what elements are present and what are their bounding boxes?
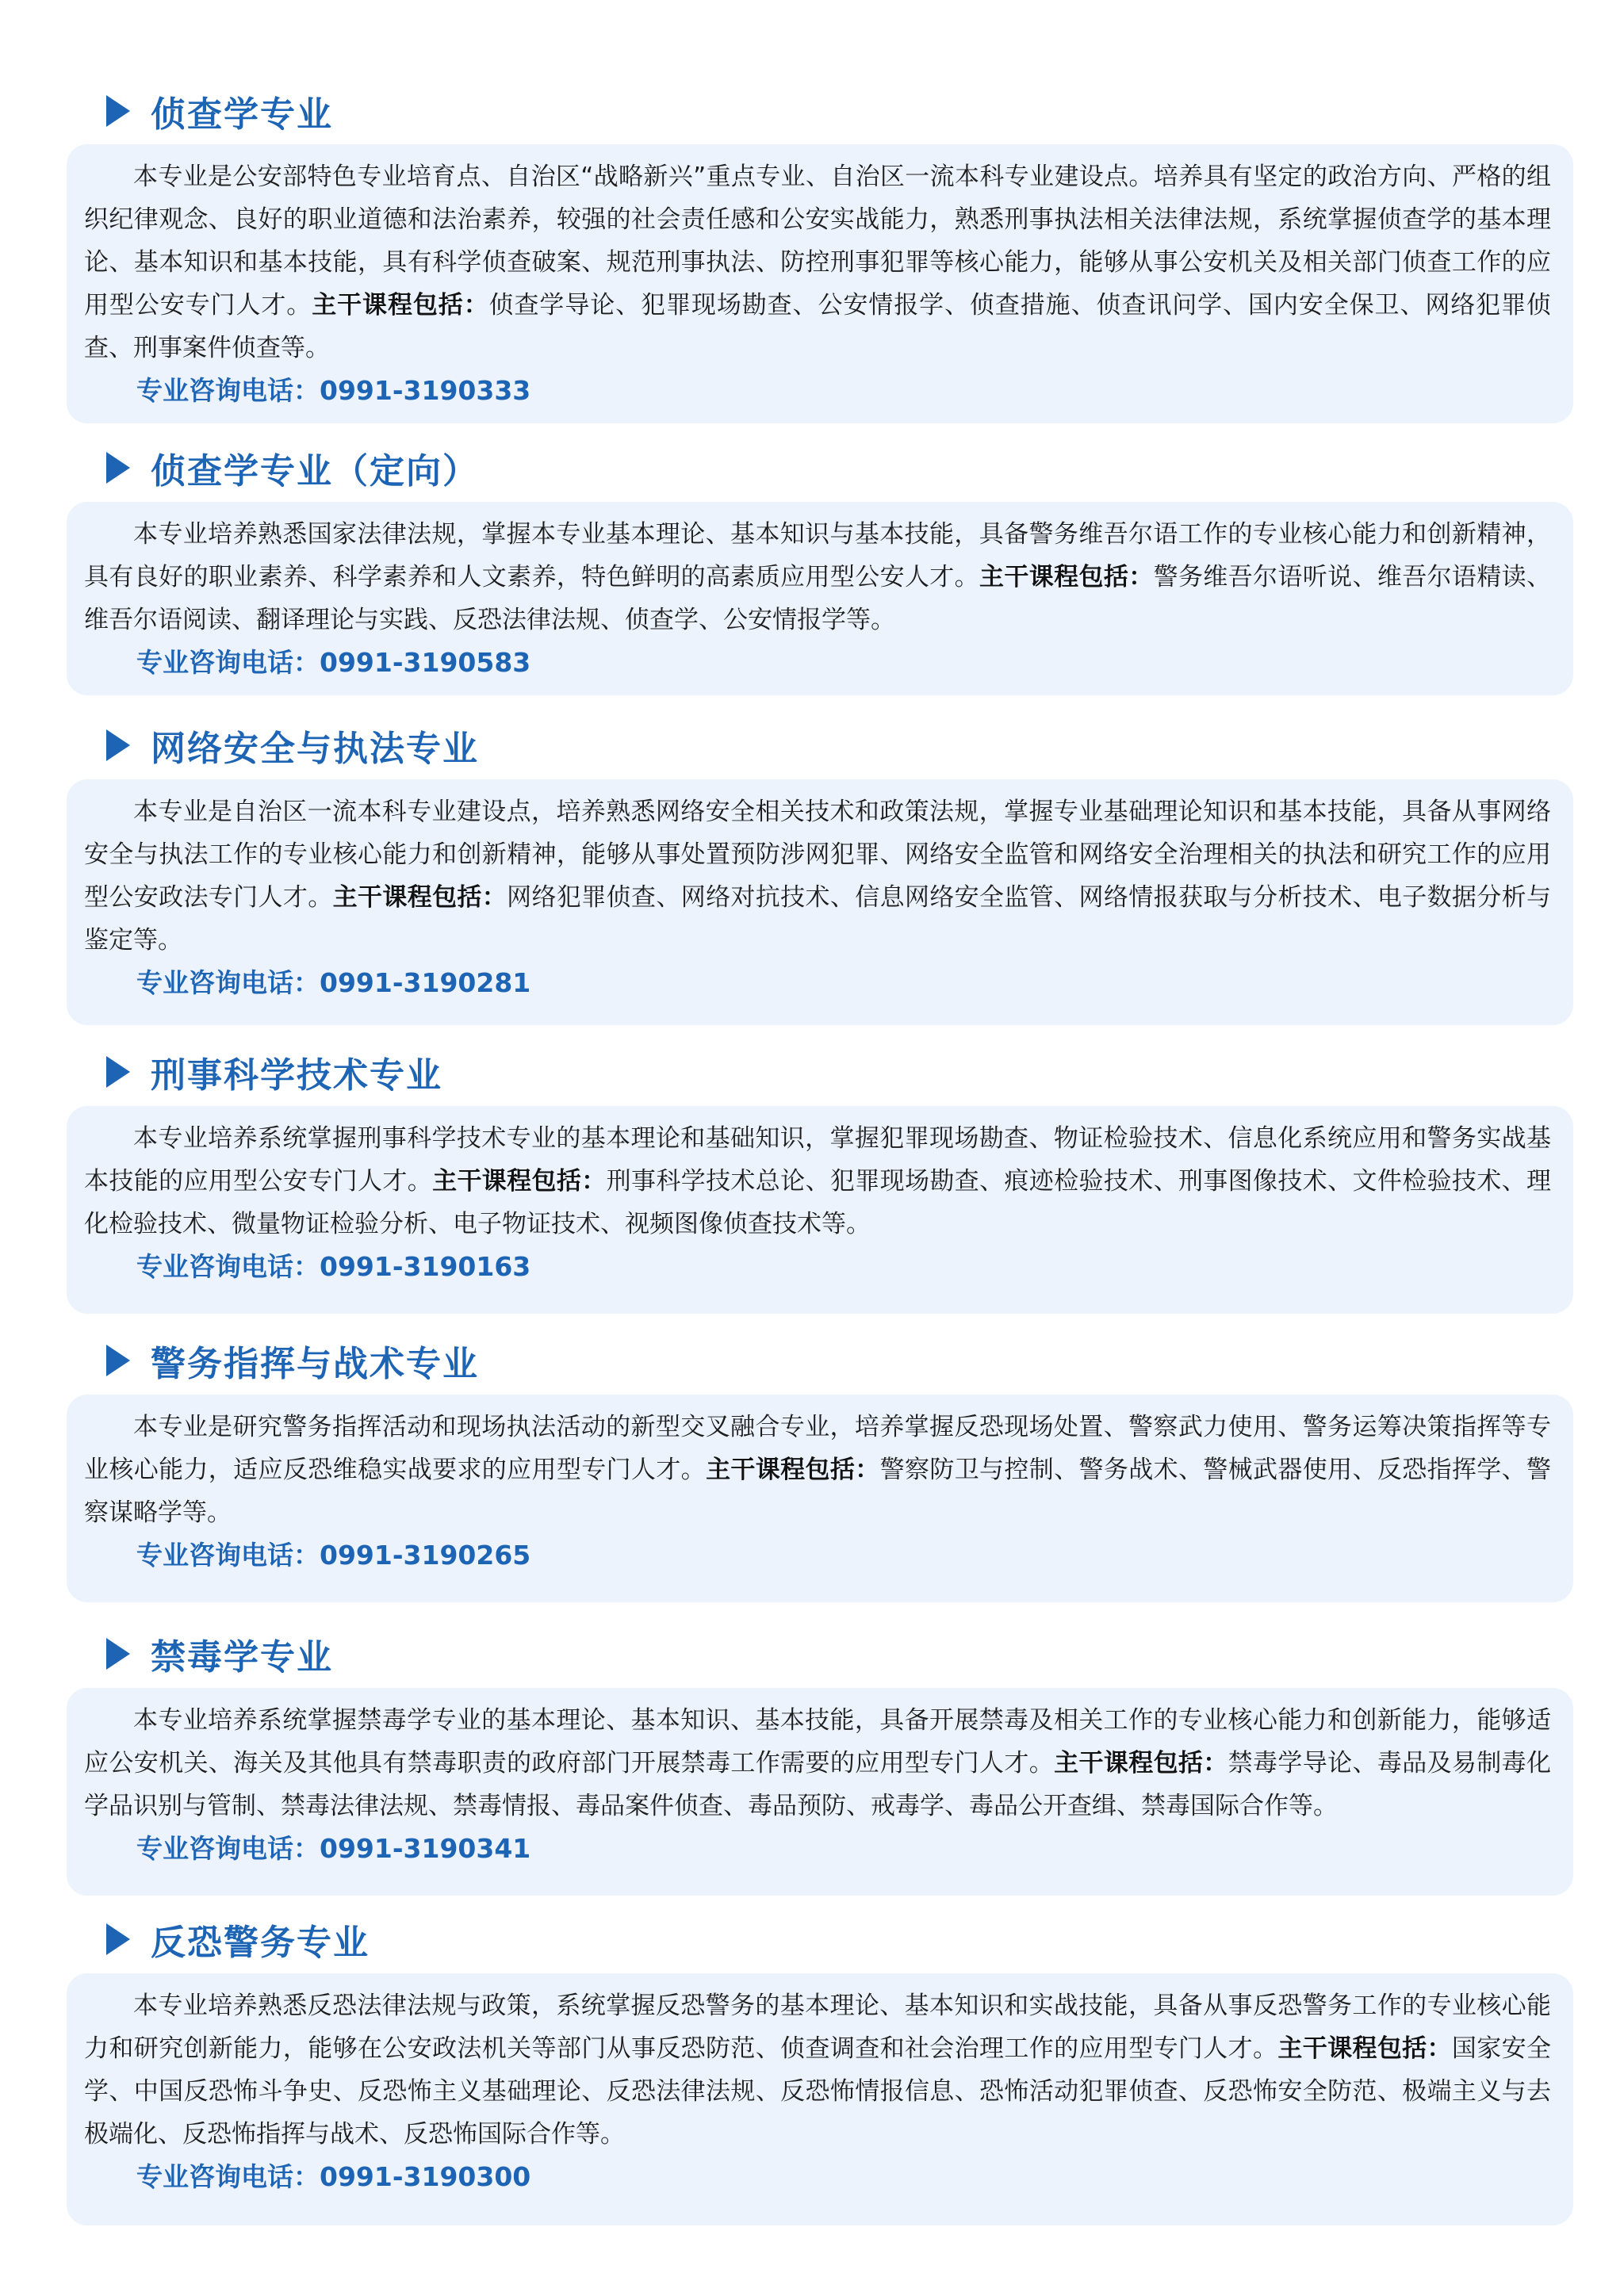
section-card [67, 1688, 1573, 1896]
triangle-bullet-icon [106, 452, 130, 484]
section-description [84, 1984, 1551, 2156]
triangle-bullet-icon [106, 1056, 130, 1088]
section-heading [106, 1915, 370, 1963]
courses-text: 警察防卫与控制、警务战术、警械武器使用、反恐指挥学、警察谋略学等。 [84, 1456, 1552, 1527]
section-card [67, 779, 1573, 1025]
section-title: 网络安全与执法专业 [151, 729, 479, 769]
triangle-bullet-icon [106, 729, 130, 761]
consult-phone [84, 1827, 1551, 1870]
consult-phone [84, 641, 1551, 684]
section-card [67, 1106, 1573, 1314]
section-title: 禁毒学专业 [151, 1637, 333, 1678]
section-title: 警务指挥与战术专业 [151, 1344, 479, 1384]
consult-phone [84, 962, 1551, 1004]
section-card [67, 1973, 1573, 2225]
phone-number: 0991-3190163 [320, 1251, 531, 1282]
section-title: 反恐警务专业 [151, 1923, 370, 1963]
phone-label: 专业咨询电话： [136, 375, 320, 406]
phone-label: 专业咨询电话： [136, 967, 320, 998]
phone-label: 专业咨询电话： [136, 2161, 320, 2192]
section-description [84, 513, 1551, 641]
courses-label: 主干课程包括： [1277, 2034, 1452, 2063]
description-text: 本专业是公安部特色专业培育点、自治区“战略新兴”重点专业、自治区一流本科专业建设点。培养具有坚定的政治方向、严格的组织纪律观念、良好的职业道德和法治素养，较强的社会责任感和公安实战能力，熟悉刑事执法相关法律法规，系统掌握侦查学的基本理论、基本知识和基本技能，具有科学侦查破案、规范刑事执法、防控刑事犯罪等核心能力，能够从事公安机关及相关部门侦查工作的应用型公安专门人才。 [84, 163, 1551, 320]
section-heading [106, 1337, 479, 1384]
phone-number: 0991-3190583 [320, 647, 531, 678]
consult-phone [84, 1246, 1551, 1288]
phone-number: 0991-3190300 [320, 2161, 531, 2192]
section-title: 侦查学专业 [151, 94, 333, 135]
triangle-bullet-icon [106, 1638, 130, 1670]
courses-label: 主干课程包括： [432, 1167, 607, 1196]
phone-number: 0991-3190333 [320, 375, 531, 406]
section-description [84, 155, 1551, 369]
courses-label: 主干课程包括： [1054, 1749, 1228, 1777]
section-description [84, 1699, 1551, 1827]
phone-number: 0991-3190281 [320, 967, 531, 998]
phone-number: 0991-3190265 [320, 1540, 531, 1571]
courses-label: 主干课程包括： [332, 883, 508, 912]
section-heading [106, 1048, 442, 1096]
description-text: 本专业培养系统掌握禁毒学专业的基本理论、基本知识、基本技能，具备开展禁毒及相关工作的专业核心能力和创新能力，能够适应公安机关、海关及其他具有禁毒职责的政府部门开展禁毒工作需要的应用型专门人才。 [84, 1706, 1551, 1777]
description-text: 本专业培养熟悉反恐法律法规与政策，系统掌握反恐警务的基本理论、基本知识和实战技能，具备从事反恐警务工作的专业核心能力和研究创新能力，能够在公安政法机关等部门从事反恐防范、侦查调查和社会治理工作的应用型专门人才。 [84, 1992, 1551, 2063]
description-text: 本专业培养熟悉国家法律法规，掌握本专业基本理论、基本知识与基本技能，具备警务维吾尔语工作的专业核心能力和创新精神，具有良好的职业素养、科学素养和人文素养，特色鲜明的高素质应用型公安人才。 [84, 520, 1551, 591]
section-heading [106, 444, 479, 492]
triangle-bullet-icon [106, 95, 130, 127]
phone-label: 专业咨询电话： [136, 1833, 320, 1864]
courses-text: 网络犯罪侦查、网络对抗技术、信息网络安全监管、网络情报获取与分析技术、电子数据分析与鉴定等。 [84, 883, 1552, 955]
section-card [67, 144, 1573, 423]
triangle-bullet-icon [106, 1345, 130, 1376]
phone-number: 0991-3190341 [320, 1833, 531, 1864]
section-card [67, 1395, 1573, 1602]
courses-label: 主干课程包括： [312, 291, 489, 320]
courses-text: 警务维吾尔语听说、维吾尔语精读、维吾尔语阅读、翻译理论与实践、反恐法律法规、侦查学、公安情报学等。 [84, 563, 1552, 634]
section-description [84, 790, 1551, 962]
section-heading [106, 1630, 333, 1678]
consult-phone [84, 2156, 1551, 2198]
section-heading [106, 721, 479, 769]
courses-text: 侦查学导论、犯罪现场勘查、公安情报学、侦查措施、侦查讯问学、国内安全保卫、网络犯罪侦查、刑事案件侦查等。 [84, 291, 1552, 362]
phone-label: 专业咨询电话： [136, 647, 320, 678]
phone-label: 专业咨询电话： [136, 1540, 320, 1571]
courses-text: 刑事科学技术总论、犯罪现场勘查、痕迹检验技术、刑事图像技术、文件检验技术、理化检验技术、微量物证检验分析、电子物证技术、视频图像侦查技术等。 [84, 1167, 1552, 1238]
courses-label: 主干课程包括： [979, 563, 1154, 591]
section-description [84, 1117, 1551, 1246]
courses-text: 禁毒学导论、毒品及易制毒化学品识别与管制、禁毒法律法规、禁毒情报、毒品案件侦查、毒品预防、戒毒学、毒品公开查缉、禁毒国际合作等。 [84, 1749, 1552, 1820]
section-title: 侦查学专业（定向） [151, 451, 479, 492]
consult-phone [84, 369, 1551, 412]
triangle-bullet-icon [106, 1923, 130, 1955]
courses-text: 国家安全学、中国反恐怖斗争史、反恐怖主义基础理论、反恐法律法规、反恐怖情报信息、恐怖活动犯罪侦查、反恐怖安全防范、极端主义与去极端化、反恐怖指挥与战术、反恐怖国际合作等。 [84, 2034, 1552, 2149]
section-card [67, 502, 1573, 695]
courses-label: 主干课程包括： [706, 1456, 880, 1484]
description-text: 本专业是研究警务指挥活动和现场执法活动的新型交叉融合专业，培养掌握反恐现场处置、警察武力使用、警务运筹决策指挥等专业核心能力，适应反恐维稳实战要求的应用型专门人才。 [84, 1413, 1551, 1484]
section-description [84, 1406, 1551, 1534]
section-heading [106, 87, 333, 135]
description-text: 本专业培养系统掌握刑事科学技术专业的基本理论和基础知识，掌握犯罪现场勘查、物证检验技术、信息化系统应用和警务实战基本技能的应用型公安专门人才。 [84, 1124, 1551, 1196]
phone-label: 专业咨询电话： [136, 1251, 320, 1282]
consult-phone [84, 1534, 1551, 1577]
description-text: 本专业是自治区一流本科专业建设点，培养熟悉网络安全相关技术和政策法规，掌握专业基础理论知识和基本技能，具备从事网络安全与执法工作的专业核心能力和创新精神，能够从事处置预防涉网犯罪、网络安全监管和网络安全治理相关的执法和研究工作的应用型公安政法专门人才。 [84, 798, 1551, 912]
section-title: 刑事科学技术专业 [151, 1055, 442, 1096]
